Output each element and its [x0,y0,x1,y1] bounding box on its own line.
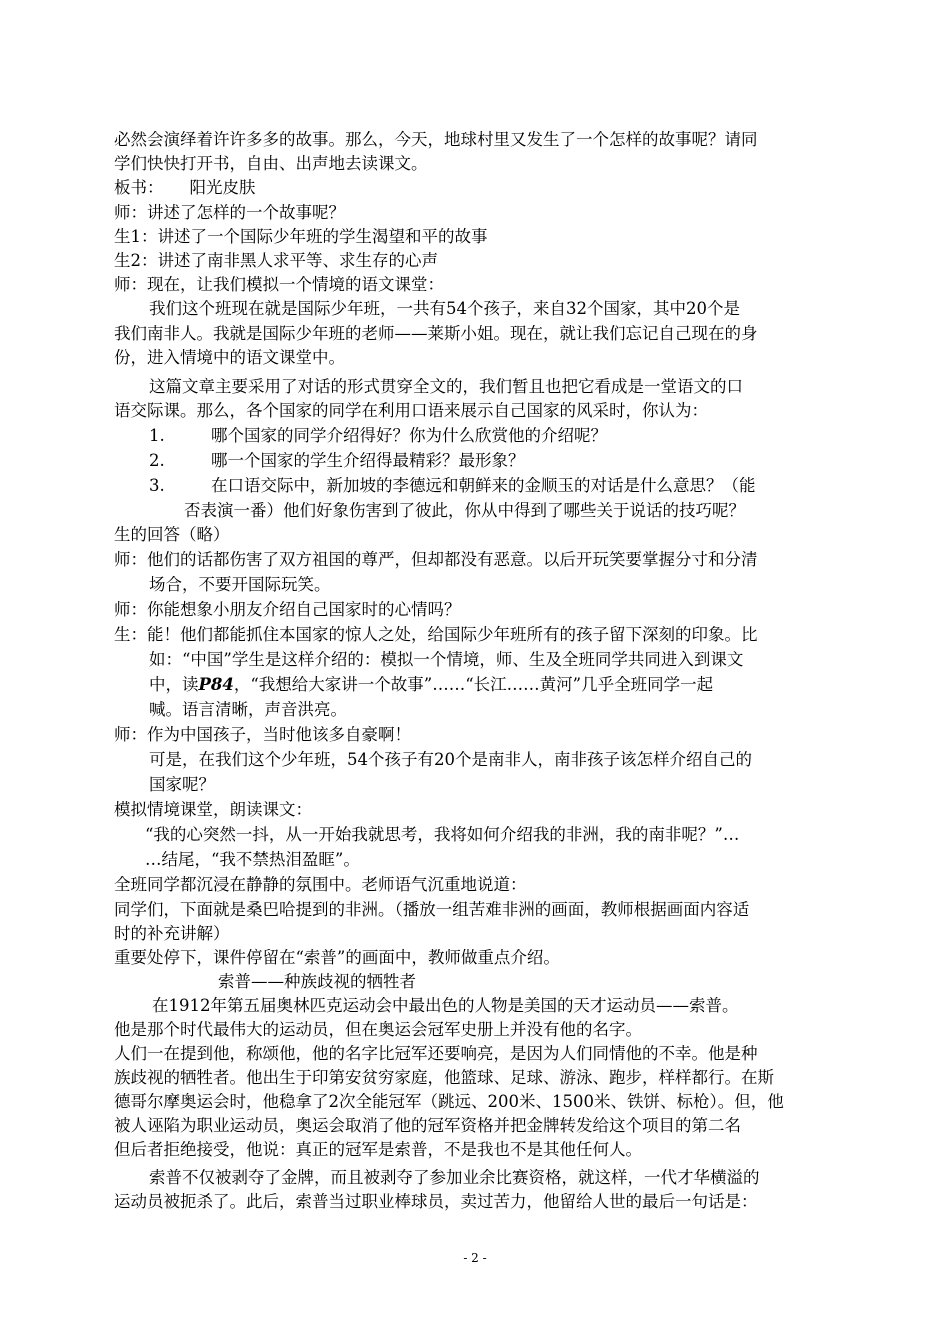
text-line: 我们南非人。我就是国际少年班的老师——莱斯小姐。现在，就让我们忘记自己现在的身 [114,324,758,343]
text-line: 但后者拒绝接受，他说：真正的冠军是索普，不是我也不是其他任何人。 [114,1140,642,1159]
text-line: …结尾，“我不禁热泪盈眶”。 [145,850,360,869]
list-item [149,474,756,498]
page-reference: P84 [198,675,234,694]
board-title: 阳光皮肤 [189,178,256,197]
text-line: 师：他们的话都伤害了双方祖国的尊严，但却都没有恶意。以后开玩笑要掌握分寸和分清 [114,550,758,569]
list-text: 在口语交际中，新加坡的李德远和朝鲜来的金顺玉的对话是什么意思？（能 [211,476,756,495]
text-line: 学们快快打开书，自由、出声地去读课文。 [114,154,428,173]
text-line: 运动员被扼杀了。此后，索普当过职业棒球员，卖过苦力，他留给人世的最后一句话是： [114,1192,758,1211]
list-item [149,449,525,473]
text-line: 人们一在提到他，称颂他，他的名字比冠军还要响亮，是因为人们同情他的不幸。他是种 [114,1044,758,1063]
text-segment: 中，读 [149,675,199,694]
list-text: 哪个国家的同学介绍得好？你为什么欣赏他的介绍呢？ [211,426,607,445]
text-line: 份，进入情境中的语文课堂中。 [114,348,345,367]
text-line: 师：现在，让我们模拟一个情境的语文课堂： [114,275,444,294]
list-item [149,424,607,448]
text-line: 师：你能想象小朋友介绍自己国家时的心情吗？ [114,600,461,619]
text-line: 生的回答（略） [114,525,230,544]
text-line: 族歧视的牺牲者。他出生于印第安贫穷家庭，他篮球、足球、游泳、跑步，样样都行。在斯 [114,1068,774,1087]
text-line: 时的补充讲解） [114,924,230,943]
text-line: 生1：讲述了一个国际少年班的学生渴望和平的故事 [114,227,488,246]
text-line: 否表演一番）他们好象伤害到了彼此，你从中得到了哪些关于说话的技巧呢？ [184,501,745,520]
text-line: 语交际课。那么，各个国家的同学在利用口语来展示自己国家的风采时，你认为： [114,401,708,420]
list-number: 2. [149,451,165,470]
text-line: 我们这个班现在就是国际少年班，一共有54个孩子，来自32个国家，其中20个是 [149,299,740,318]
text-line: 这篇文章主要采用了对话的形式贯穿全文的，我们暂且也把它看成是一堂语文的口 [149,377,743,396]
text-line: 如：“中国”学生是这样介绍的：模拟一个情境，师、生及全班同学共同进入到课文 [149,650,744,669]
text-line: “我的心突然一抖，从一开始我就思考，我将如何介绍我的非洲，我的南非呢？”… [145,825,740,844]
text-line: 德哥尔摩奥运会时，他稳拿了2次全能冠军（跳远、200米、1500米、铁饼、标枪）。但，他 [114,1092,784,1111]
text-segment: ，“我想给大家讲一个故事”……“长江……黄河”几乎全班同学一起 [233,675,714,694]
list-text: 哪一个国家的学生介绍得最精彩？最形象？ [211,451,525,470]
text-line: 师：作为中国孩子，当时他该多自豪啊！ [114,725,411,744]
section-heading: 索普——种族歧视的牺牲者 [218,972,416,991]
text-line: 国家呢？ [149,775,215,794]
text-line: 生2：讲述了南非黑人求平等、求生存的心声 [114,251,438,270]
text-line: 他是那个时代最伟大的运动员，但在奥运会冠军史册上并没有他的名字。 [114,1020,642,1039]
text-line: 师：讲述了怎样的一个故事呢？ [114,203,345,222]
text-line: 在1912年第五届奥林匹克运动会中最出色的人物是美国的天才运动员——索普。 [152,996,739,1015]
text-line: 喊。语言清晰，声音洪亮。 [149,700,347,719]
list-number: 3. [149,476,165,495]
list-number: 1. [149,426,165,445]
text-line: 必然会演绎着许许多多的故事。那么，今天，地球村里又发生了一个怎样的故事呢？请同 [114,130,758,149]
text-line [149,673,713,697]
text-line: 重要处停下，课件停留在“索普”的画面中，教师做重点介绍。 [114,948,560,967]
board-label [114,176,256,200]
text-line: 生：能！他们都能抓住本国家的惊人之处，给国际少年班所有的孩子留下深刻的印象。比 [114,625,758,644]
text-line: 场合，不要开国际玩笑。 [149,575,331,594]
text-line: 索普不仅被剥夺了金牌，而且被剥夺了参加业余比赛资格，就这样，一代才华横溢的 [149,1168,760,1187]
text-line: 可是，在我们这个少年班，54个孩子有20个是南非人，南非孩子该怎样介绍自己的 [149,750,752,769]
page-number: - 2 - [463,1251,487,1265]
text-line: 同学们，下面就是桑巴哈提到的非洲。（播放一组苦难非洲的画面，教师根据画面内容适 [114,900,750,919]
board-label-text: 板书： [114,178,164,197]
text-line: 模拟情境课堂，朗读课文： [114,800,312,819]
text-line: 被人诬陷为职业运动员，奥运会取消了他的冠军资格并把金牌转发给这个项目的第二名 [114,1116,741,1135]
text-line: 全班同学都沉浸在静静的氛围中。老师语气沉重地说道： [114,875,527,894]
